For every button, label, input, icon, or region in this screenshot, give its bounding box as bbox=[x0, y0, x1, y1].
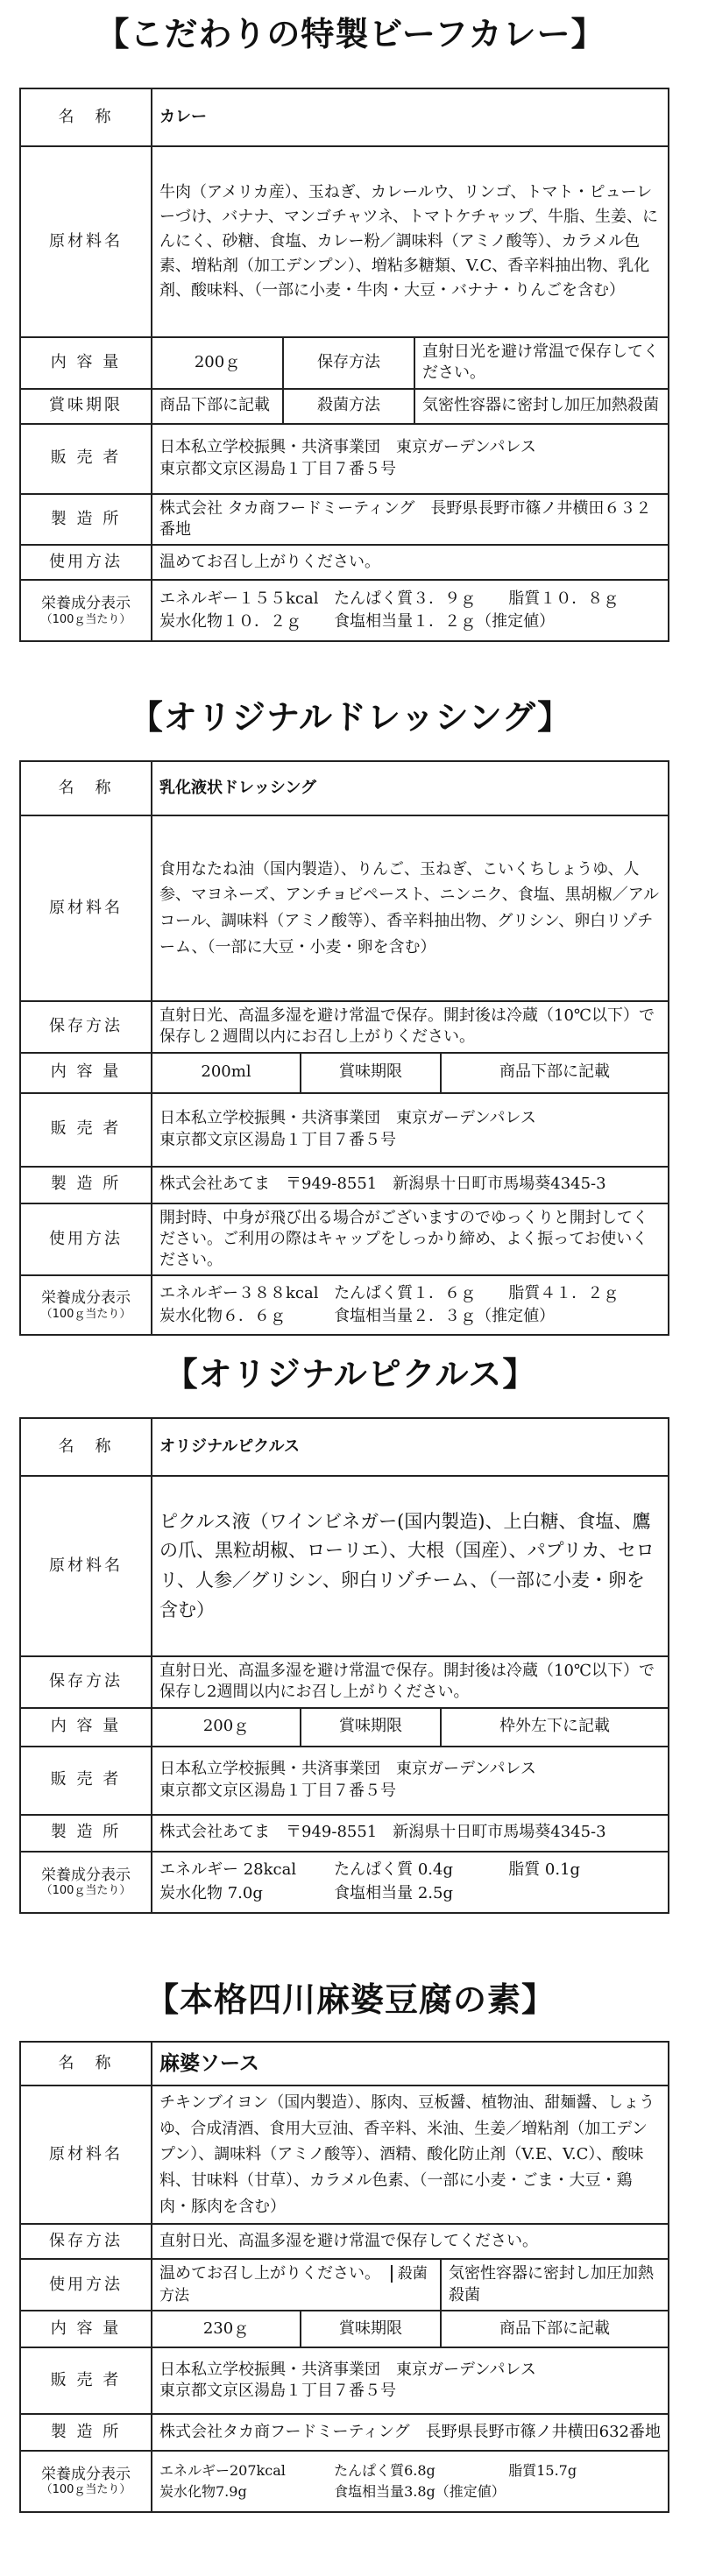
seller-label: 販 売 者 bbox=[20, 1093, 152, 1167]
nutrition-label bbox=[20, 2451, 152, 2512]
storage-value: 直射日光、高温多湿を避け常温で保存。開封後は冷蔵（10℃以下）で保存し2週間以内にお召し上がりください。 bbox=[152, 1656, 669, 1708]
ingredients-text: ピクルス液（ワインビネガー(国内製造)、上白糖、食塩、鷹の爪、黒粒胡椒、ローリエ）、大根（国産）、パプリカ、セロリ、人参／グリシン、卵白リゾチーム、（一部に小麦・卵を含む） bbox=[152, 1476, 669, 1656]
ingredients-label: 原材料名 bbox=[20, 815, 152, 1001]
storage-label: 保存方法 bbox=[20, 1656, 152, 1708]
nutrition-per: （100ｇ当たり） bbox=[40, 1307, 131, 1321]
label-table-pickles bbox=[19, 1417, 669, 1914]
maker-label: 製 造 所 bbox=[20, 1167, 152, 1203]
nutrition-title: 栄養成分表示 bbox=[41, 2466, 131, 2484]
seller-value bbox=[152, 1747, 669, 1815]
nutrition-per: （100ｇ当たり） bbox=[40, 2483, 131, 2497]
usage-label: 使用方法 bbox=[20, 2259, 152, 2311]
nutrition-title: 栄養成分表示 bbox=[41, 1289, 131, 1308]
seller-label: 販 売 者 bbox=[20, 424, 152, 494]
nutrition-item: 食塩相当量２．３ｇ（推定値） bbox=[334, 1307, 556, 1326]
nutrition-label bbox=[20, 1852, 152, 1913]
seller-label: 販 売 者 bbox=[20, 2347, 152, 2414]
nutrition-item: 炭水化物６．６ｇ bbox=[159, 1307, 286, 1326]
nutrition-item: エネルギー 28kcal bbox=[159, 1860, 297, 1880]
sterilization-label: 殺菌方法 bbox=[283, 389, 414, 424]
expiry-value: 商品下部に記載 bbox=[441, 2311, 669, 2347]
content-label: 内 容 量 bbox=[20, 1053, 152, 1093]
seller-line: 日本私立学校振興・共済事業団 東京ガーデンパレス bbox=[159, 1760, 536, 1779]
ingredients-label: 原材料名 bbox=[20, 2086, 152, 2224]
nutrition-item: 脂質１０．８ｇ bbox=[508, 589, 620, 608]
sterilization-value: 気密性容器に密封し加圧加熱殺菌 bbox=[441, 2259, 669, 2311]
seller-address: 東京都文京区湯島１丁目７番５号 bbox=[159, 459, 396, 478]
nutrition-item: 食塩相当量 2.5g bbox=[334, 1883, 453, 1902]
seller-line: 日本私立学校振興・共済事業団 東京ガーデンパレス bbox=[159, 1109, 536, 1128]
maker-value: 株式会社あてま 〒949-8551 新潟県十日町市馬場葵4345-3 bbox=[152, 1167, 669, 1203]
label-table-mapo bbox=[19, 2041, 669, 2513]
maker-value: 株式会社あてま 〒949-8551 新潟県十日町市馬場葵4345-3 bbox=[152, 1815, 669, 1852]
sterilization-value: 気密性容器に密封し加圧加熱殺菌 bbox=[414, 389, 669, 424]
maker-label: 製 造 所 bbox=[20, 494, 152, 546]
name-label: 名 称 bbox=[20, 2042, 152, 2086]
storage-value: 直射日光、高温多湿を避け常温で保存。開封後は冷蔵（10℃以下）で保存し２週間以内にお召し上がりください。 bbox=[152, 1001, 669, 1053]
nutrition-label bbox=[20, 580, 152, 641]
product-name: 乳化液状ドレッシング bbox=[152, 761, 669, 815]
storage-label: 保存方法 bbox=[20, 2224, 152, 2259]
storage-value: 直射日光、高温多湿を避け常温で保存してください。 bbox=[152, 2224, 669, 2259]
expiry-label: 賞味期限 bbox=[301, 1053, 441, 1093]
section-title-mapo: 【本格四川麻婆豆腐の素】 bbox=[145, 1980, 556, 2019]
nutrition-item: 脂質４１．２ｇ bbox=[508, 1284, 620, 1303]
usage-label: 使用方法 bbox=[20, 545, 152, 580]
nutrition-item: たんぱく質 0.4g bbox=[334, 1860, 453, 1880]
product-name: 麻婆ソース bbox=[152, 2042, 669, 2086]
nutrition-item: 炭水化物１０．２ｇ bbox=[159, 612, 301, 632]
maker-value: 株式会社 タカ商フードミーティング 長野県長野市篠ノ井横田６３２番地 bbox=[152, 494, 669, 546]
label-table-curry bbox=[19, 88, 669, 642]
ingredients-text: チキンブイヨン（国内製造）、豚肉、豆板醤、植物油、甜麺醤、しょうゆ、合成清酒、食用大豆油、香辛料、米油、生姜／増粘剤（加工デンプン）、調味料（アミノ酸等）、酒精、酸化防止剤（V.E、V.C）、酸味料、甘味料（甘草）、カラメル色素、（一部に小麦・ごま・大豆・鶏肉・豚肉を含む） bbox=[152, 2086, 669, 2224]
ingredients-label: 原材料名 bbox=[20, 1476, 152, 1656]
content-label: 内 容 量 bbox=[20, 1708, 152, 1747]
sterilization-label: 殺菌方法 bbox=[159, 2265, 428, 2304]
maker-label: 製 造 所 bbox=[20, 2414, 152, 2451]
expiry-value: 商品下部に記載 bbox=[441, 1053, 669, 1093]
nutrition-values bbox=[152, 580, 669, 641]
content-value: 200ml bbox=[152, 1053, 301, 1093]
expiry-value: 枠外左下に記載 bbox=[441, 1708, 669, 1747]
expiry-label: 賞味期限 bbox=[301, 2311, 441, 2347]
seller-address: 東京都文京区湯島１丁目７番５号 bbox=[159, 1781, 396, 1800]
usage-label: 使用方法 bbox=[20, 1203, 152, 1276]
nutrition-per: （100ｇ当たり） bbox=[40, 1883, 131, 1897]
usage-value: 開封時、中身が飛び出る場合がございますのでゆっくりと開封してください。ご利用の際はキャップをしっかり締め、よく振ってお使いください。 bbox=[152, 1203, 669, 1276]
seller-value bbox=[152, 2347, 669, 2414]
nutrition-label bbox=[20, 1275, 152, 1335]
storage-value: 直射日光を避け常温で保存してください。 bbox=[414, 337, 669, 389]
ingredients-text: 食用なたね油（国内製造）、りんご、玉ねぎ、こいくちしょうゆ、人参、マヨネーズ、アンチョビペースト、ニンニク、食塩、黒胡椒／アルコール、調味料（アミノ酸等）、香辛料抽出物、グリシン、卵白リゾチーム、（一部に大豆・小麦・卵を含む） bbox=[152, 815, 669, 1001]
ingredients-label: 原材料名 bbox=[20, 146, 152, 337]
content-label: 内 容 量 bbox=[20, 2311, 152, 2347]
nutrition-item: エネルギー３８８kcal bbox=[159, 1284, 319, 1303]
content-label: 内 容 量 bbox=[20, 337, 152, 389]
nutrition-item: たんぱく質３．９ｇ bbox=[334, 589, 477, 608]
nutrition-item: エネルギー207kcal bbox=[159, 2462, 286, 2480]
nutrition-item: 脂質15.7g bbox=[508, 2462, 577, 2480]
section-title-pickles: 【オリジナルピクルス】 bbox=[164, 1354, 537, 1394]
nutrition-item: エネルギー１５５kcal bbox=[159, 589, 319, 608]
content-value: 200ｇ bbox=[152, 1708, 301, 1747]
nutrition-item: 食塩相当量3.8g（推定値） bbox=[334, 2483, 506, 2501]
usage-value: 温めてお召し上がりください。 bbox=[152, 545, 669, 580]
product-name: オリジナルピクルス bbox=[152, 1418, 669, 1476]
section-title-dressing: 【オリジナルドレッシング】 bbox=[129, 697, 572, 737]
expiry-value: 商品下部に記載 bbox=[152, 389, 283, 424]
ingredients-text: 牛肉（アメリカ産）、玉ねぎ、カレールウ、リンゴ、トマト・ピューレーづけ、バナナ、マンゴチャツネ、トマトケチャップ、牛脂、生姜、にんにく、砂糖、食塩、カレー粉／調味料（アミノ酸等）、カラメル色素、増粘剤（加工デンプン）、増粘多糖類、V.C、香辛料抽出物、乳化剤、酸味料、（一部に小麦・牛肉・大豆・バナナ・りんごを含む） bbox=[152, 146, 669, 337]
seller-address: 東京都文京区湯島１丁目７番５号 bbox=[159, 2382, 396, 2401]
seller-address: 東京都文京区湯島１丁目７番５号 bbox=[159, 1130, 396, 1149]
nutrition-title: 栄養成分表示 bbox=[41, 595, 131, 613]
nutrition-item: 炭水化物 7.0g bbox=[159, 1883, 263, 1902]
nutrition-per: （100ｇ当たり） bbox=[40, 612, 131, 626]
nutrition-item: たんぱく質6.8g bbox=[334, 2462, 435, 2480]
content-value: 200ｇ bbox=[152, 337, 283, 389]
nutrition-values bbox=[152, 1275, 669, 1335]
seller-label: 販 売 者 bbox=[20, 1747, 152, 1815]
seller-line: 日本私立学校振興・共済事業団 東京ガーデンパレス bbox=[159, 438, 536, 457]
section-title-curry: 【こだわりの特製ビーフカレー】 bbox=[96, 14, 605, 53]
seller-value bbox=[152, 1093, 669, 1167]
nutrition-item: 脂質 0.1g bbox=[508, 1860, 581, 1880]
nutrition-values bbox=[152, 2451, 669, 2512]
storage-label: 保存方法 bbox=[283, 337, 414, 389]
seller-line: 日本私立学校振興・共済事業団 東京ガーデンパレス bbox=[159, 2360, 536, 2379]
nutrition-title: 栄養成分表示 bbox=[41, 1866, 131, 1884]
expiry-label: 賞味期限 bbox=[20, 389, 152, 424]
seller-value bbox=[152, 424, 669, 494]
content-value: 230ｇ bbox=[152, 2311, 301, 2347]
nutrition-item: たんぱく質１．６ｇ bbox=[334, 1284, 477, 1303]
maker-value: 株式会社タカ商フードミーティング 長野県長野市篠ノ井横田632番地 bbox=[152, 2414, 669, 2451]
label-table-dressing bbox=[19, 760, 669, 1336]
maker-label: 製 造 所 bbox=[20, 1815, 152, 1852]
name-label: 名 称 bbox=[20, 1418, 152, 1476]
usage-text: 温めてお召し上がりください。 bbox=[159, 2264, 380, 2283]
name-label: 名 称 bbox=[20, 88, 152, 146]
expiry-label: 賞味期限 bbox=[301, 1708, 441, 1747]
nutrition-item: 食塩相当量１．２ｇ（推定値） bbox=[334, 612, 556, 632]
usage-value bbox=[152, 2259, 441, 2311]
product-name: カレー bbox=[152, 88, 669, 146]
nutrition-values bbox=[152, 1852, 669, 1913]
nutrition-item: 炭水化物7.9g bbox=[159, 2483, 247, 2501]
name-label: 名 称 bbox=[20, 761, 152, 815]
storage-label: 保存方法 bbox=[20, 1001, 152, 1053]
